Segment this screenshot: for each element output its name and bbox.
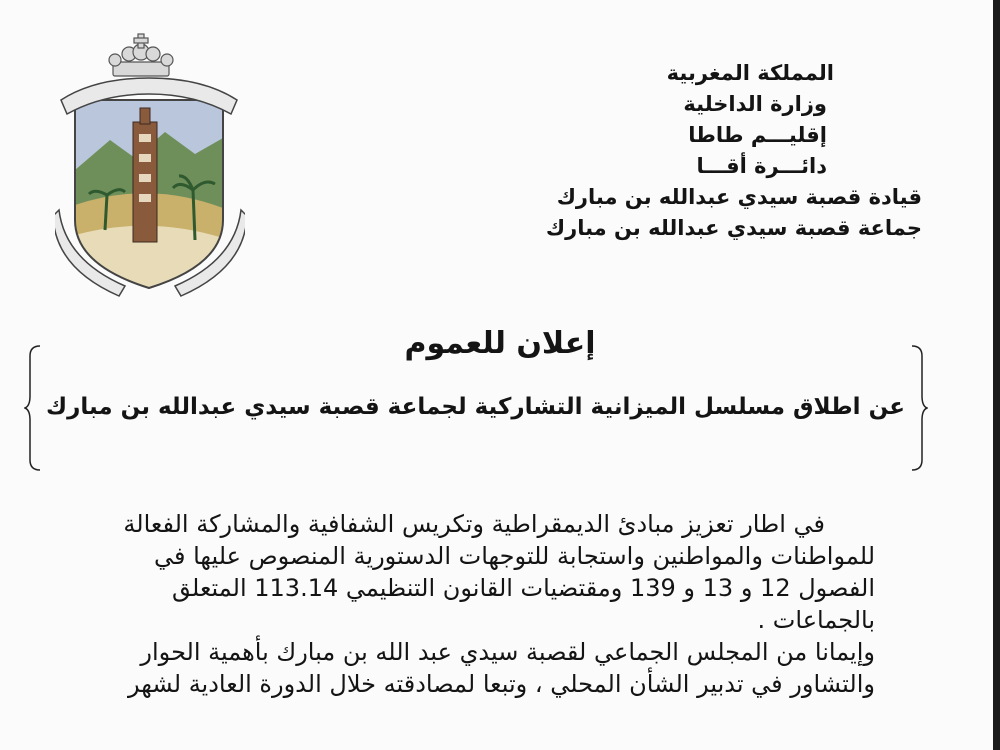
header-line-caidat: قيادة قصبة سيدي عبدالله بن مبارك	[556, 185, 922, 209]
body-line: بالجماعات .	[757, 606, 875, 634]
body-line: والتشاور في تدبير الشأن المحلي ، وتبعا لمصادقته خلال الدورة العادية لشهر	[128, 670, 875, 698]
announcement-subtitle: عن اطلاق مسلسل الميزانية التشاركية لجماعة قصبة سيدي عبدالله بن مبارك	[46, 394, 905, 420]
header-line-kingdom: المملكة المغربية	[666, 61, 834, 85]
body-line: للمواطنات والمواطنين واستجابة للتوجهات الدستورية المنصوص عليها في	[153, 542, 875, 570]
header-line-circle: دائـــرة أقـــا	[696, 154, 827, 178]
announcement-title: إعلان للعموم	[404, 326, 596, 361]
scan-edge	[993, 0, 1000, 750]
header-line-commune: جماعة قصبة سيدي عبدالله بن مبارك	[545, 216, 922, 240]
header-line-province: إقليـــم طاطا	[688, 123, 827, 147]
body-line: وإيمانا من المجلس الجماعي لقصبة سيدي عبد الله بن مبارك بأهمية الحوار	[140, 638, 875, 666]
right-brace-icon	[910, 344, 928, 472]
crown-icon	[109, 34, 173, 76]
left-brace-icon	[24, 344, 42, 472]
municipal-crest-icon	[55, 30, 245, 300]
body-line: في اطار تعزيز مبادئ الديمقراطية وتكريس الشفافية والمشاركة الفعالة	[123, 510, 825, 538]
header-line-ministry: وزارة الداخلية	[683, 92, 827, 116]
announcement-body	[40, 508, 875, 700]
body-line: الفصول 12 و 13 و 139 ومقتضيات القانون التنظيمي 113.14 المتعلق	[172, 574, 875, 602]
header-block	[502, 58, 922, 244]
